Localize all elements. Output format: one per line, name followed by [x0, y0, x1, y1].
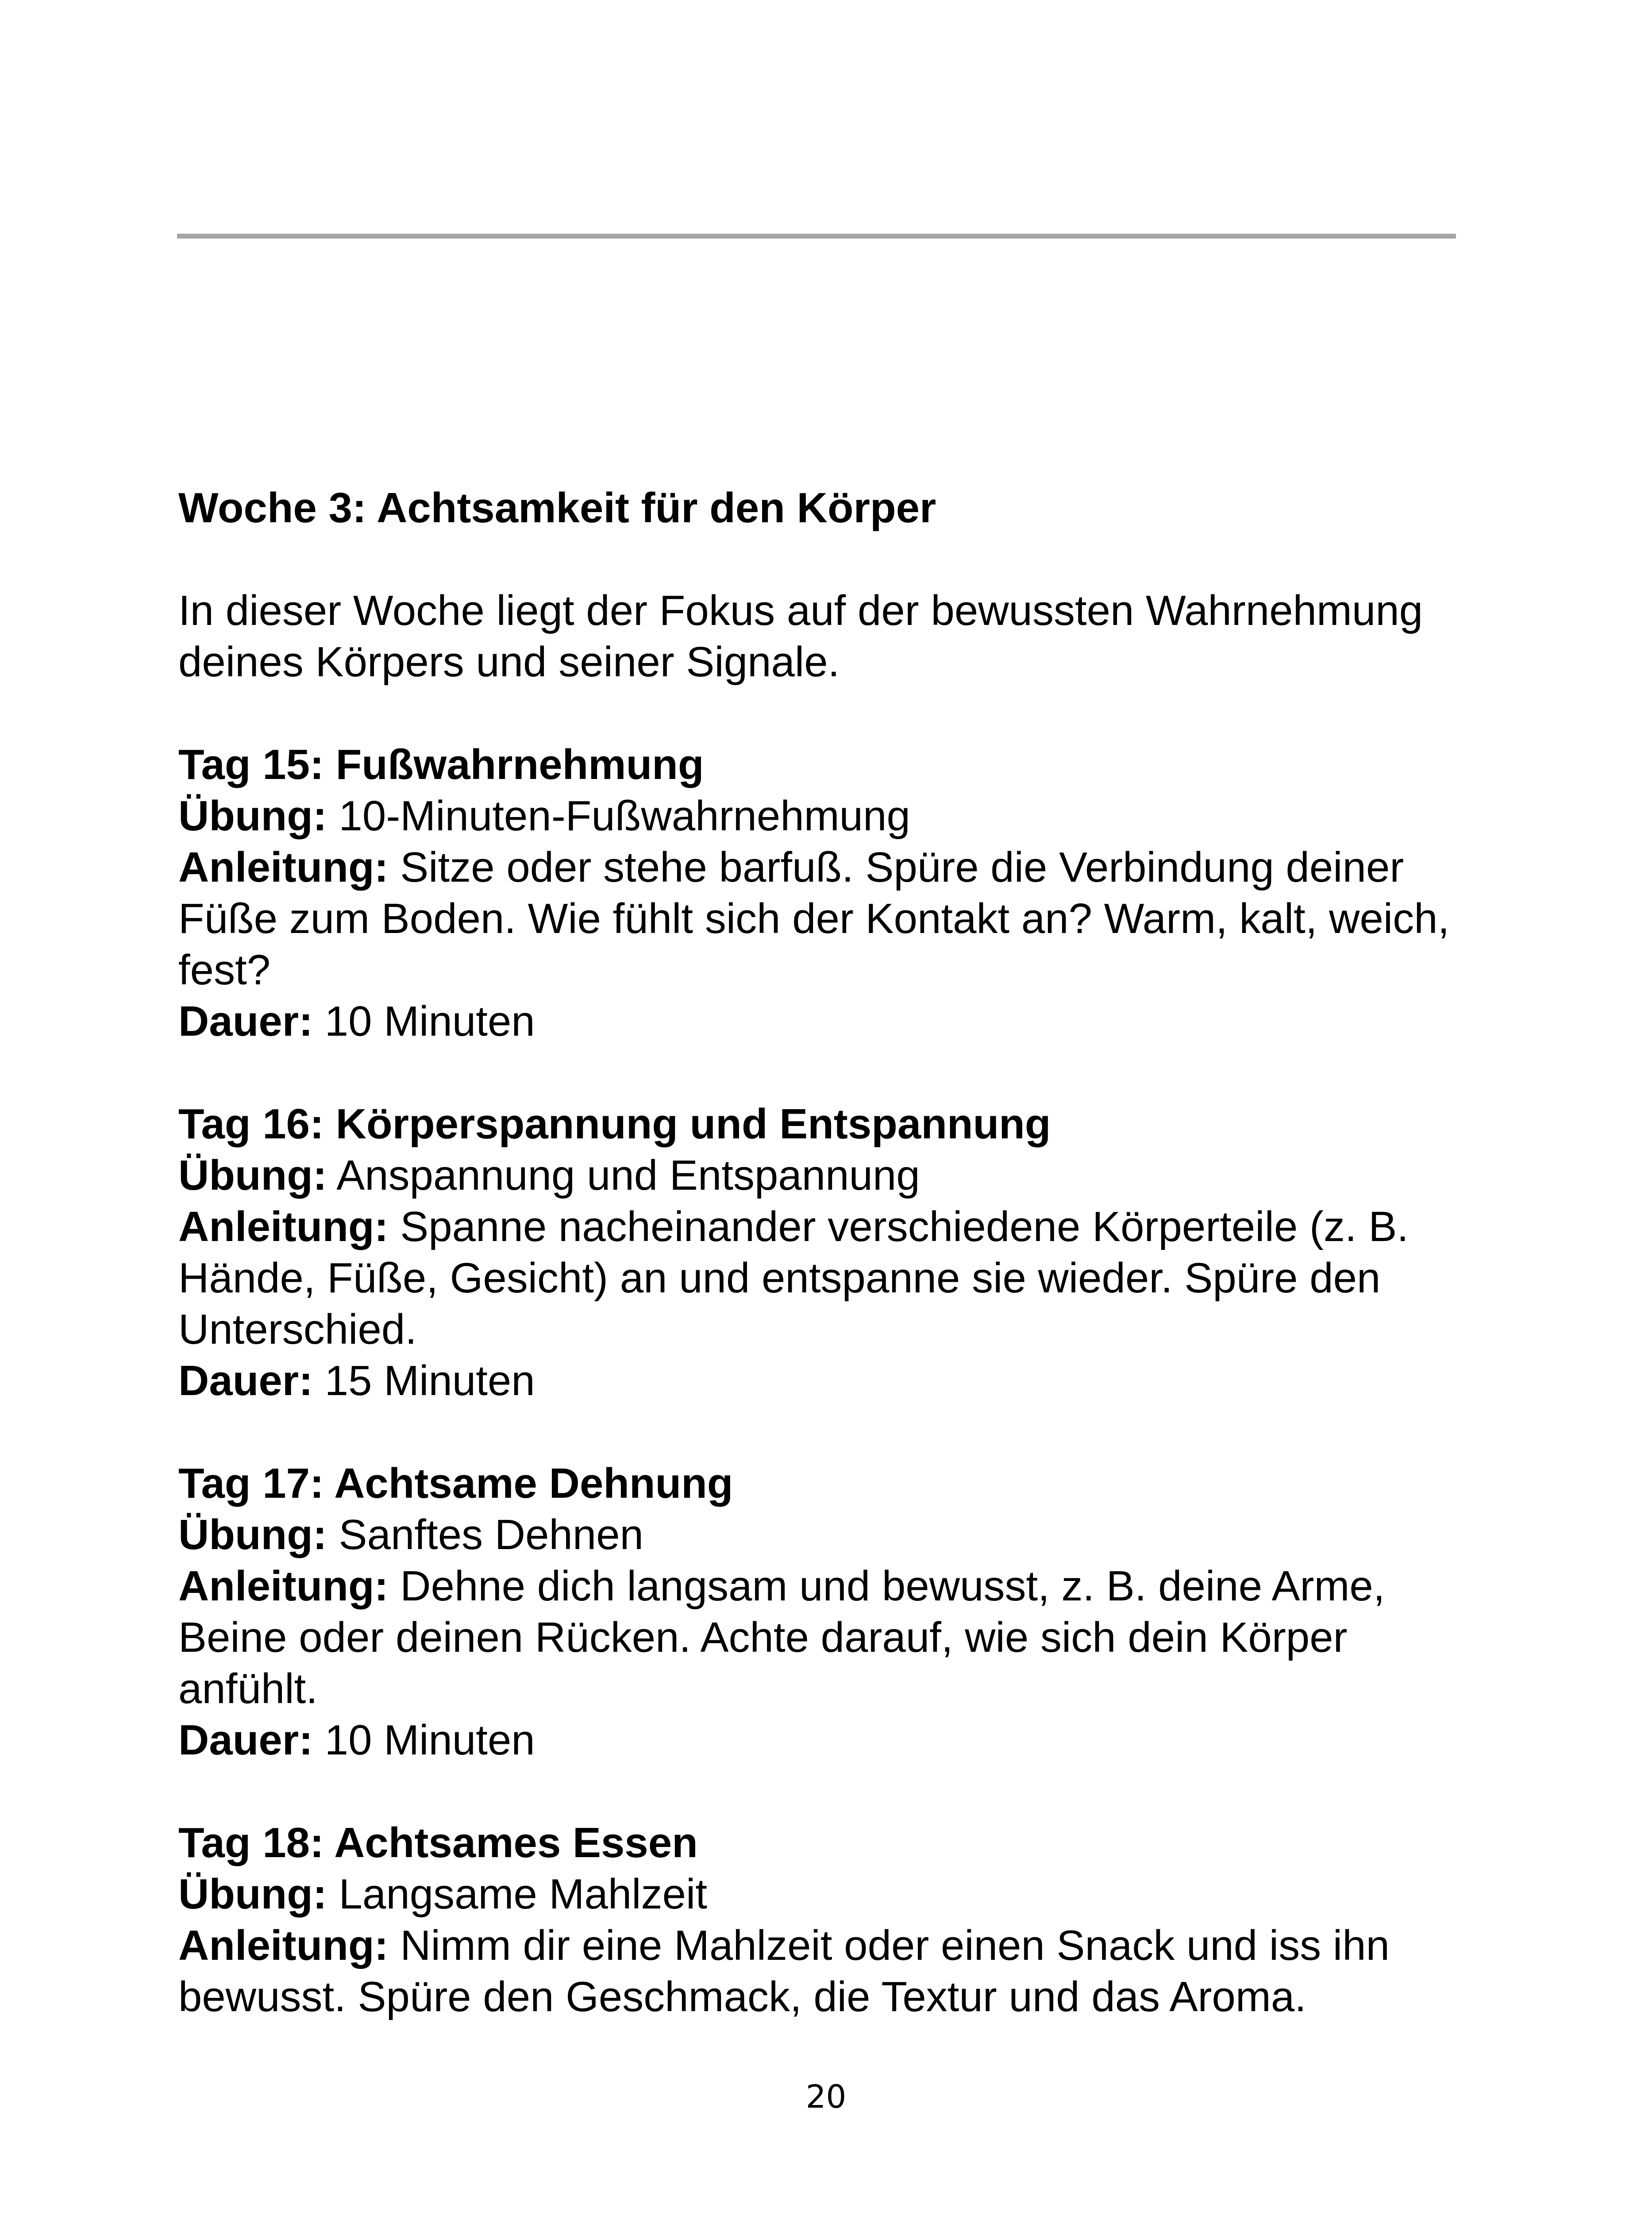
instruction-line: [178, 1201, 1462, 1355]
exercise-line: [178, 1869, 1462, 1920]
instruction-text: Sitze oder stehe barfuß. Spüre die Verbindung deiner Füße zum Boden. Wie fühlt sich der Kontakt an? Warm, kalt, weich, fest?: [178, 844, 1450, 994]
day-title: Tag 17: Achtsame Dehnung: [178, 1460, 733, 1507]
exercise-line: [178, 1150, 1462, 1201]
exercise-line: [178, 790, 1462, 842]
duration-line: [178, 1355, 1462, 1407]
exercise-label: Übung:: [178, 1511, 327, 1558]
page-number: 20: [805, 2078, 847, 2115]
duration-line: [178, 1715, 1462, 1766]
day-title: Tag 15: Fußwahrnehmung: [178, 741, 704, 788]
exercise-label: Übung:: [178, 792, 327, 840]
chapter-intro: In dieser Woche liegt der Fokus auf der bewussten Wahrnehmung deines Körpers und seiner Signale.: [178, 587, 1423, 686]
duration-label: Dauer:: [178, 998, 313, 1045]
instruction-line: [178, 1561, 1462, 1715]
duration-text: 15 Minuten: [324, 1357, 535, 1404]
exercise-text: 10-Minuten-Fußwahrnehmung: [339, 792, 910, 840]
day-section-17: [178, 1458, 1462, 1766]
instruction-text: Dehne dich langsam und bewusst, z. B. deine Arme, Beine oder deinen Rücken. Achte darauf, wie sich dein Körper anfühlt.: [178, 1562, 1385, 1712]
instruction-text: Nimm dir eine Mahlzeit oder einen Snack und iss ihn bewusst. Spüre den Geschmack, die Textur und das Aroma.: [178, 1922, 1390, 2020]
instruction-text: Spanne nacheinander verschiedene Körperteile (z. B. Hände, Füße, Gesicht) an und entspanne sie wieder. Spüre den Unterschied.: [178, 1203, 1409, 1353]
instruction-label: Anleitung:: [178, 1922, 389, 1969]
instruction-label: Anleitung:: [178, 1203, 389, 1250]
exercise-line: [178, 1509, 1462, 1561]
duration-label: Dauer:: [178, 1357, 313, 1404]
duration-line: [178, 996, 1462, 1047]
exercise-label: Übung:: [178, 1152, 327, 1199]
exercise-text: Anspannung und Entspannung: [336, 1152, 920, 1199]
page-content: [178, 482, 1462, 2023]
exercise-text: Sanftes Dehnen: [339, 1511, 644, 1558]
day-section-18: [178, 1817, 1462, 2023]
day-section-16: [178, 1099, 1462, 1407]
duration-text: 10 Minuten: [324, 998, 535, 1045]
duration-label: Dauer:: [178, 1716, 313, 1764]
chapter-title: Woche 3: Achtsamkeit für den Körper: [178, 484, 936, 532]
exercise-label: Übung:: [178, 1870, 327, 1918]
day-section-15: [178, 739, 1462, 1047]
header-rule: [177, 234, 1456, 239]
day-title: Tag 18: Achtsames Essen: [178, 1819, 698, 1866]
instruction-label: Anleitung:: [178, 844, 389, 891]
day-title: Tag 16: Körperspannung und Entspannung: [178, 1100, 1051, 1148]
exercise-text: Langsame Mahlzeit: [339, 1870, 707, 1918]
instruction-line: [178, 1920, 1462, 2023]
instruction-line: [178, 842, 1462, 996]
instruction-label: Anleitung:: [178, 1562, 389, 1610]
duration-text: 10 Minuten: [324, 1716, 535, 1764]
